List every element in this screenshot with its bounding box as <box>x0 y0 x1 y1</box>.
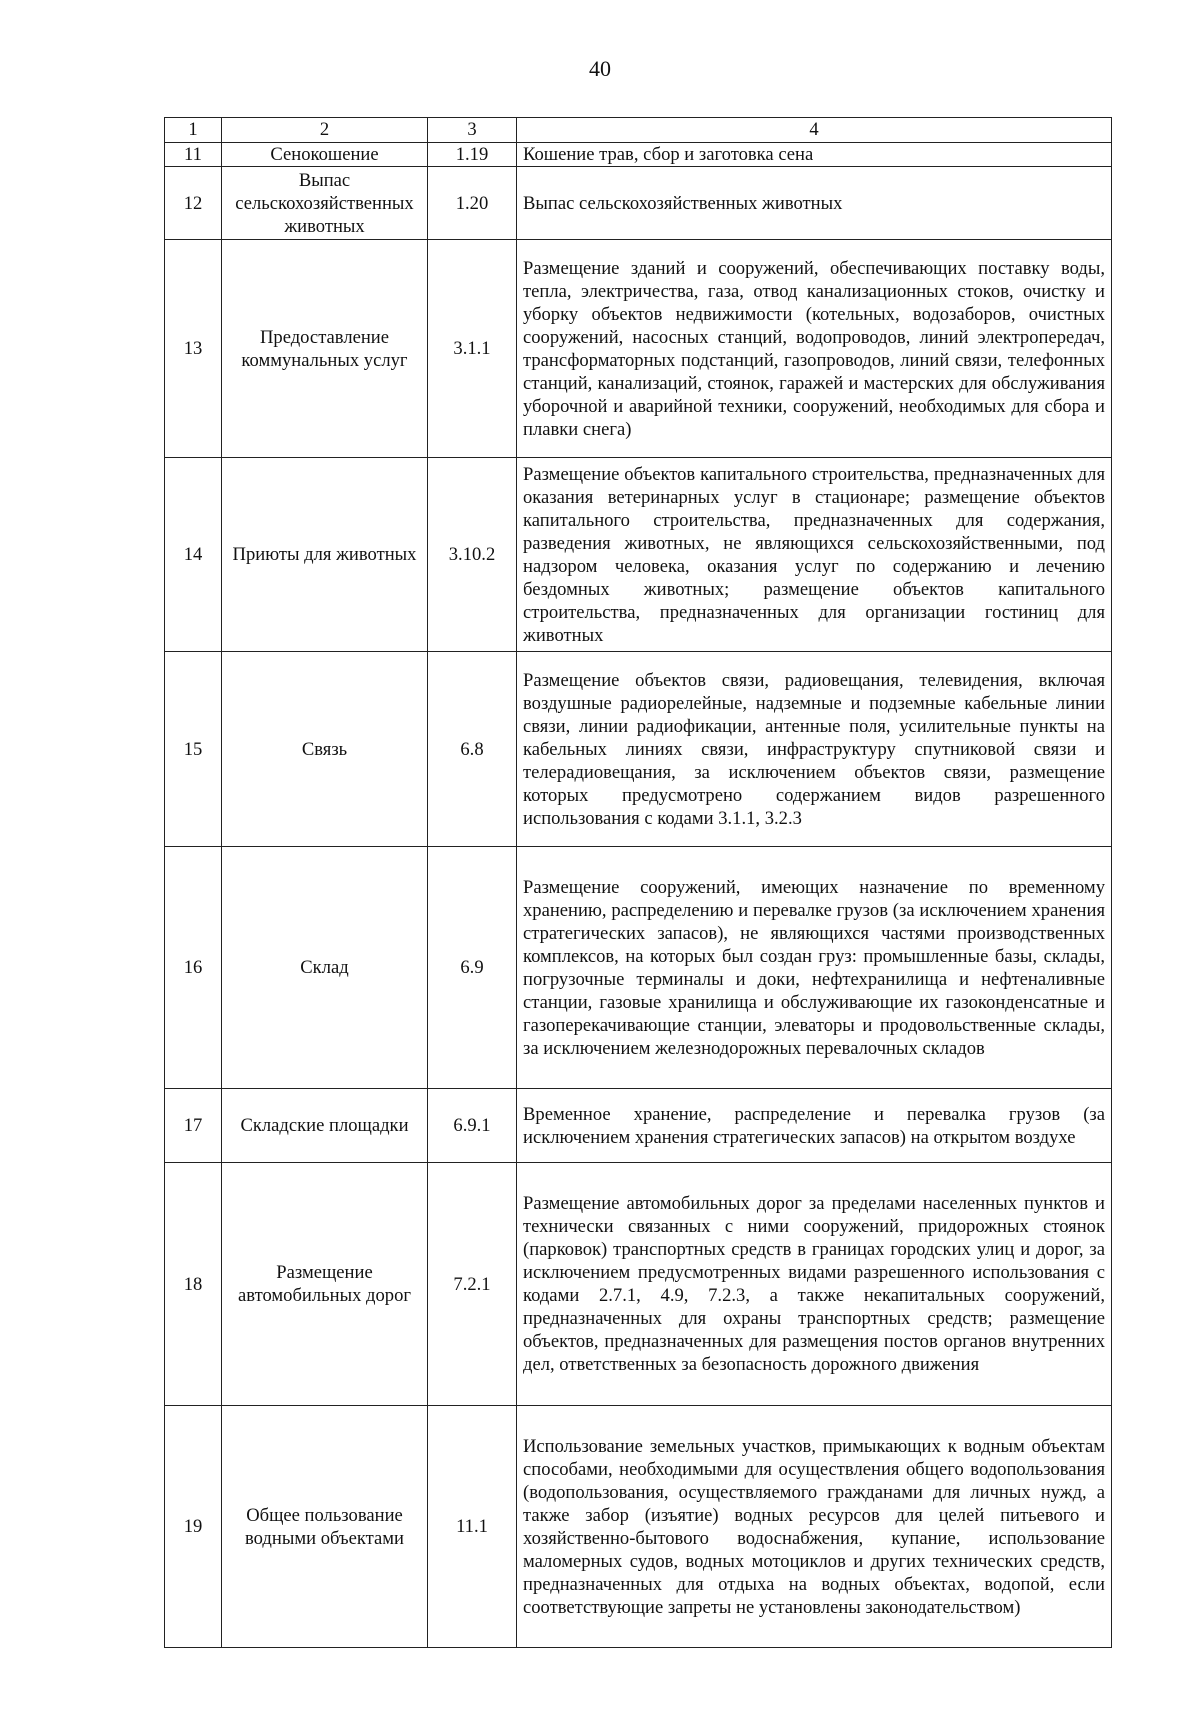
table-row <box>165 1406 1112 1648</box>
use-type-code: 7.2.1 <box>428 1163 517 1406</box>
row-number: 12 <box>165 167 222 240</box>
row-number: 16 <box>165 847 222 1089</box>
column-header: 1 <box>165 118 222 143</box>
use-type-code: 6.9 <box>428 847 517 1089</box>
column-header: 3 <box>428 118 517 143</box>
use-type-name: Склад <box>222 847 428 1089</box>
page-number: 40 <box>589 56 611 81</box>
row-number: 15 <box>165 652 222 847</box>
use-type-name: Выпас сельскохозяйственных животных <box>222 167 428 240</box>
use-type-description: Размещение объектов капитального строительства, предназначенных для оказания ветеринарных услуг в стационаре; размещение объектов капитального строительства, предназначенных для содержания, разведения животных, не являющихся сельскохозяйственными, под надзором человека, оказания услуг по содержанию и лечению бездомных животных; размещение объектов капитального строительства, предназначенных для организации гостиниц для животных <box>517 458 1112 652</box>
use-type-code: 3.1.1 <box>428 240 517 458</box>
table-row <box>165 240 1112 458</box>
use-type-description: Размещение автомобильных дорог за пределами населенных пунктов и технически связанных с ними сооружений, придорожных стоянок (парковок) транспортных средств в границах городских улиц и дорог, за исключением предусмотренных видами разрешенного использования с кодами 2.7.1, 4.9, 7.2.3, а также некапитальных сооружений, предназначенных для охраны транспортных средств; размещение объектов, предназначенных для размещения постов органов внутренних дел, ответственных за безопасность дорожного движения <box>517 1163 1112 1406</box>
table-row <box>165 458 1112 652</box>
row-number: 14 <box>165 458 222 652</box>
table-header-row <box>165 118 1112 143</box>
use-type-code: 1.19 <box>428 143 517 167</box>
use-type-description: Размещение сооружений, имеющих назначение по временному хранению, распределению и перевалке грузов (за исключением хранения стратегических запасов), не являющихся частями производственных комплексов, на которых был создан груз: промышленные базы, склады, погрузочные терминалы и доки, нефтехранилища и нефтеналивные станции, газовые хранилища и обслуживающие их газоконденсатные и газоперекачивающие станции, элеваторы и продовольственные склады, за исключением железнодорожных перевалочных складов <box>517 847 1112 1089</box>
use-type-description: Кошение трав, сбор и заготовка сена <box>517 143 1112 167</box>
use-type-name: Сенокошение <box>222 143 428 167</box>
column-header: 2 <box>222 118 428 143</box>
table-row <box>165 1089 1112 1163</box>
row-number: 13 <box>165 240 222 458</box>
use-type-code: 6.8 <box>428 652 517 847</box>
row-number: 18 <box>165 1163 222 1406</box>
use-type-name: Складские площадки <box>222 1089 428 1163</box>
use-type-code: 6.9.1 <box>428 1089 517 1163</box>
use-type-name: Приюты для животных <box>222 458 428 652</box>
table-row <box>165 847 1112 1089</box>
row-number: 19 <box>165 1406 222 1648</box>
use-type-code: 3.10.2 <box>428 458 517 652</box>
land-use-table <box>164 117 1112 1648</box>
use-type-name: Предоставление коммунальных услуг <box>222 240 428 458</box>
use-type-description: Использование земельных участков, примыкающих к водным объектам способами, необходимыми для осуществления общего водопользования (водопользования, осуществляемого гражданами для личных нужд, а также забор (изъятие) водных ресурсов для целей питьевого и хозяйственно-бытового водоснабжения, купание, использование маломерных судов, водных мотоциклов и других технических средств, предназначенных для отдыха на водных объектах, водопой, если соответствующие запреты не установлены законодательством) <box>517 1406 1112 1648</box>
row-number: 17 <box>165 1089 222 1163</box>
use-type-name: Размещение автомобильных дорог <box>222 1163 428 1406</box>
use-type-description: Размещение зданий и сооружений, обеспечивающих поставку воды, тепла, электричества, газа, отвод канализационных стоков, очистку и уборку объектов недвижимости (котельных, водозаборов, очистных сооружений, насосных станций, водопроводов, линий электропередач, трансформаторных подстанций, газопроводов, линий связи, телефонных станций, канализаций, стоянок, гаражей и мастерских для обслуживания уборочной и аварийной техники, сооружений, необходимых для сбора и плавки снега) <box>517 240 1112 458</box>
table-row <box>165 167 1112 240</box>
use-type-description: Размещение объектов связи, радиовещания, телевидения, включая воздушные радиорелейные, надземные и подземные кабельные линии связи, линии радиофикации, антенные поля, усилительные пункты на кабельных линиях связи, инфраструктуру спутниковой связи и телерадиовещания, за исключением объектов связи, размещение которых предусмотрено содержанием видов разрешенного использования с кодами 3.1.1, 3.2.3 <box>517 652 1112 847</box>
row-number: 11 <box>165 143 222 167</box>
use-type-description: Временное хранение, распределение и перевалка грузов (за исключением хранения стратегических запасов) на открытом воздухе <box>517 1089 1112 1163</box>
table-row <box>165 1163 1112 1406</box>
use-type-description: Выпас сельскохозяйственных животных <box>517 167 1112 240</box>
use-type-name: Общее пользование водными объектами <box>222 1406 428 1648</box>
use-type-name: Связь <box>222 652 428 847</box>
use-type-code: 11.1 <box>428 1406 517 1648</box>
table-row <box>165 143 1112 167</box>
column-header: 4 <box>517 118 1112 143</box>
use-type-code: 1.20 <box>428 167 517 240</box>
table-row <box>165 652 1112 847</box>
